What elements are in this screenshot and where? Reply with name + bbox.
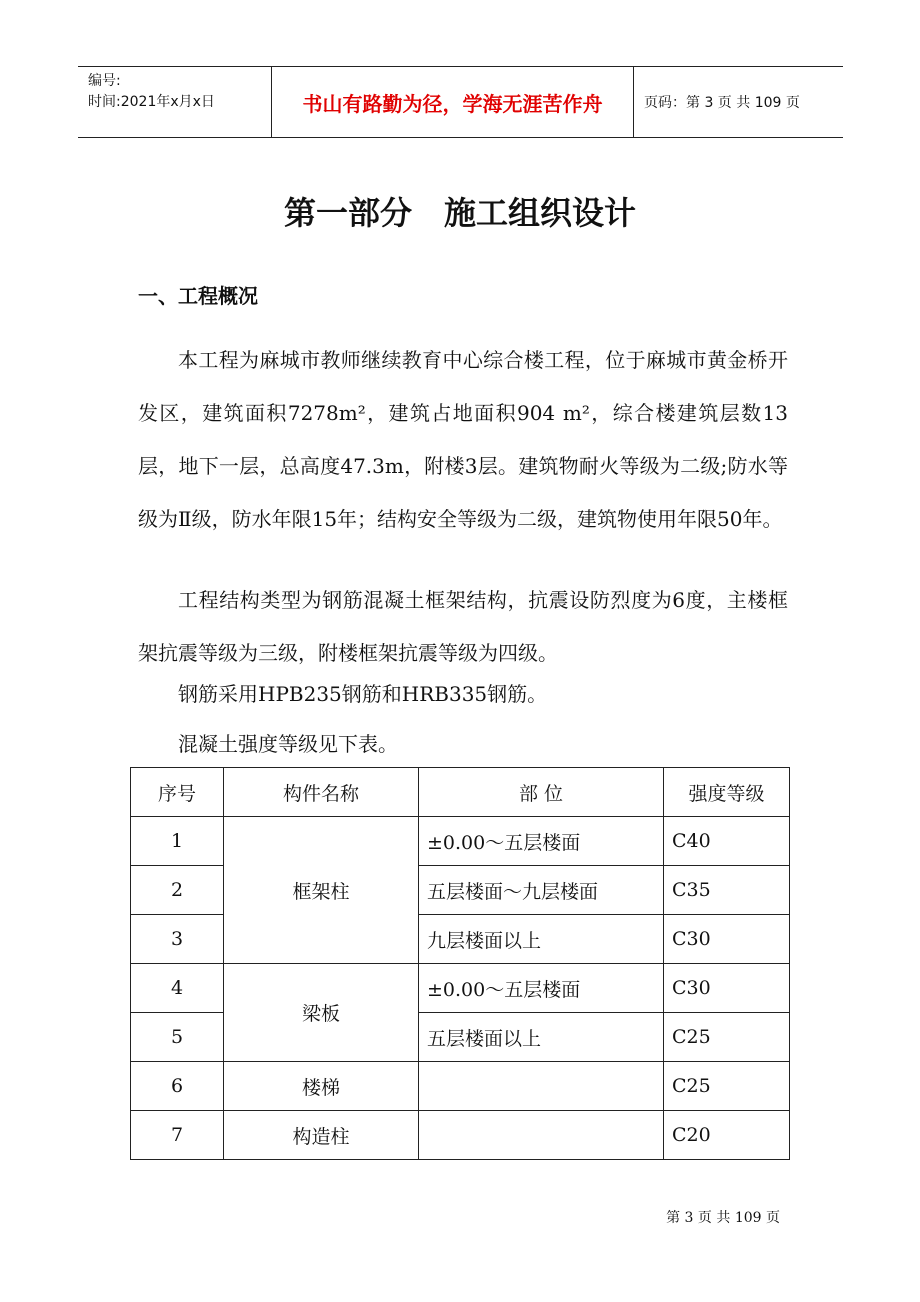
row-component: 构造柱 (224, 1111, 419, 1160)
number-label: 编号: (88, 73, 121, 89)
header-motto: 书山有路勤为径，学海无涯苦作舟 (272, 67, 634, 137)
row-no: 2 (131, 866, 224, 915)
row-no: 3 (131, 915, 224, 964)
table-row (131, 817, 790, 866)
table-row (131, 1062, 790, 1111)
row-component: 楼梯 (224, 1062, 419, 1111)
row-location: ±0.00～五层楼面 (419, 817, 664, 866)
paragraph: 混凝土强度等级见下表。 (178, 732, 398, 756)
paragraph: 工程结构类型为钢筋混凝土框架结构，抗震设防烈度为6度，主楼框架抗震等级为三级，附楼框架抗震等级为四级。 (138, 588, 788, 665)
page-title: 第一部分 施工组织设计 (283, 194, 636, 232)
row-no: 7 (131, 1111, 224, 1160)
header-page-label: 页码：第 3 页 共 109 页 (644, 95, 800, 111)
row-component: 梁板 (224, 964, 419, 1062)
row-grade: C35 (664, 866, 790, 915)
table-row (131, 1111, 790, 1160)
row-grade: C20 (664, 1111, 790, 1160)
paragraph: 钢筋采用HPB235钢筋和HRB335钢筋。 (178, 682, 548, 706)
row-grade: C30 (664, 964, 790, 1013)
page-header (78, 66, 843, 138)
header-no: 序号 (131, 768, 224, 817)
header-meta (78, 67, 272, 137)
row-no: 5 (131, 1013, 224, 1062)
concrete-grade-table (130, 767, 790, 1160)
row-grade: C30 (664, 915, 790, 964)
page-footer: 第 3 页 共 109 页 (666, 1210, 780, 1226)
row-no: 6 (131, 1062, 224, 1111)
table-header-row (131, 768, 790, 817)
row-location: 五层楼面以上 (419, 1013, 664, 1062)
table-row (131, 964, 790, 1013)
row-location: 九层楼面以上 (419, 915, 664, 964)
row-no: 4 (131, 964, 224, 1013)
row-grade: C40 (664, 817, 790, 866)
paragraph: 本工程为麻城市教师继续教育中心综合楼工程，位于麻城市黄金桥开发区，建筑面积7278m²，建筑占地面积904 m²，综合楼建筑层数13层，地下一层，总高度47.3m，附楼3层。建筑物耐火等级为二级;防水等级为Ⅱ级，防水年限15年；结构安全等级为二级，建筑物使用年限50年。 (138, 348, 788, 531)
header-location: 部 位 (419, 768, 664, 817)
row-no: 1 (131, 817, 224, 866)
row-location: ±0.00～五层楼面 (419, 964, 664, 1013)
row-location (419, 1062, 664, 1111)
section-heading: 一、工程概况 (138, 284, 258, 308)
row-location (419, 1111, 664, 1160)
row-grade: C25 (664, 1062, 790, 1111)
row-component: 框架柱 (224, 817, 419, 964)
header-component: 构件名称 (224, 768, 419, 817)
row-location: 五层楼面～九层楼面 (419, 866, 664, 915)
header-grade: 强度等级 (664, 768, 790, 817)
row-grade: C25 (664, 1013, 790, 1062)
time-label: 时间:2021年x月x日 (88, 94, 215, 110)
